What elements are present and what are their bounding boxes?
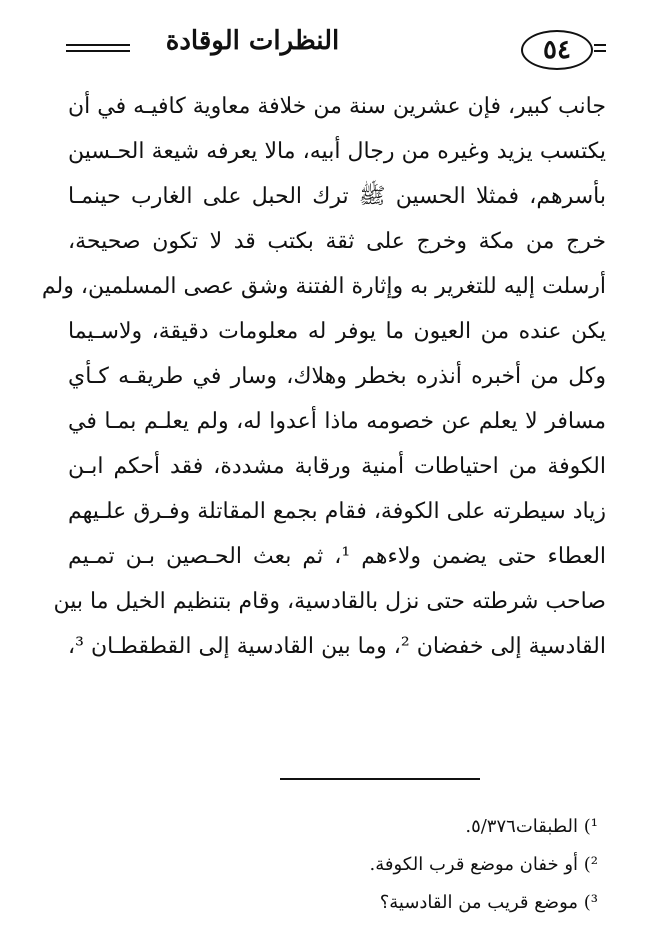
page-number-badge: ٥٤ — [521, 30, 593, 70]
body-line: وكل من أخبره أنذره بخطر وهلاك، وسار في طريقـه كـأي — [68, 364, 606, 389]
body-line: يكن عنده من العيون ما يوفر له معلومات دقيقة، ولاسـيما — [68, 319, 606, 344]
header-rule-right — [594, 44, 606, 52]
footnotes — [268, 808, 598, 922]
body-line: خرج من مكة وخرج على ثقة بكتب قد لا تكون صحيحة، — [68, 229, 606, 254]
footnote-2: ²) أو خفان موضع قرب الكوفة. — [369, 854, 598, 875]
footnote-separator — [280, 778, 480, 780]
body-line: أرسلت إليه للتغرير به وإثارة الفتنة وشق عصى المسلمين، ولم — [41, 274, 606, 299]
body-line: الكوفة من احتياطات أمنية ورقابة مشددة، فقد أحكم ابـن — [68, 454, 606, 479]
body-line: جانب كبير، فإن عشرين سنة من خلافة معاوية كافيـه في أن — [68, 94, 606, 119]
page-title: النظرات الوقادة — [165, 26, 340, 56]
body-line: مسافر لا يعلم عن خصومه ماذا أعدوا له، ولم يعلـم بمـا في — [68, 409, 606, 434]
body-line: العطاء حتى يضمن ولاءهم ¹، ثم بعث الحـصين بـن تمـيم — [68, 544, 607, 569]
body-line: صاحب شرطته حتى نزل بالقادسية، وقام بتنظيم الخيل ما بين — [53, 589, 606, 614]
body-line: القادسية إلى خفضان ²، وما بين القادسية إلى القطقطـان ³، — [68, 634, 606, 659]
page-header — [66, 22, 606, 74]
footnote-1: ¹) الطبقات٥/٣٧٦. — [465, 816, 598, 837]
body-line: بأسرهم، فمثلا الحسين ﷺ ترك الحبل على الغارب حينمـا — [68, 184, 606, 209]
body-line: زياد سيطرته على الكوفة، فقام بجمع المقاتلة وفـرق علـيهم — [68, 499, 606, 524]
body-line: يكتسب يزيد وغيره من رجال أبيه، مالا يعرفه شيعة الحـسين — [68, 139, 606, 164]
header-rule-left — [66, 44, 130, 52]
footnote-3: ³) موضع قريب من القادسية؟ — [379, 892, 598, 913]
body-text — [41, 84, 607, 669]
